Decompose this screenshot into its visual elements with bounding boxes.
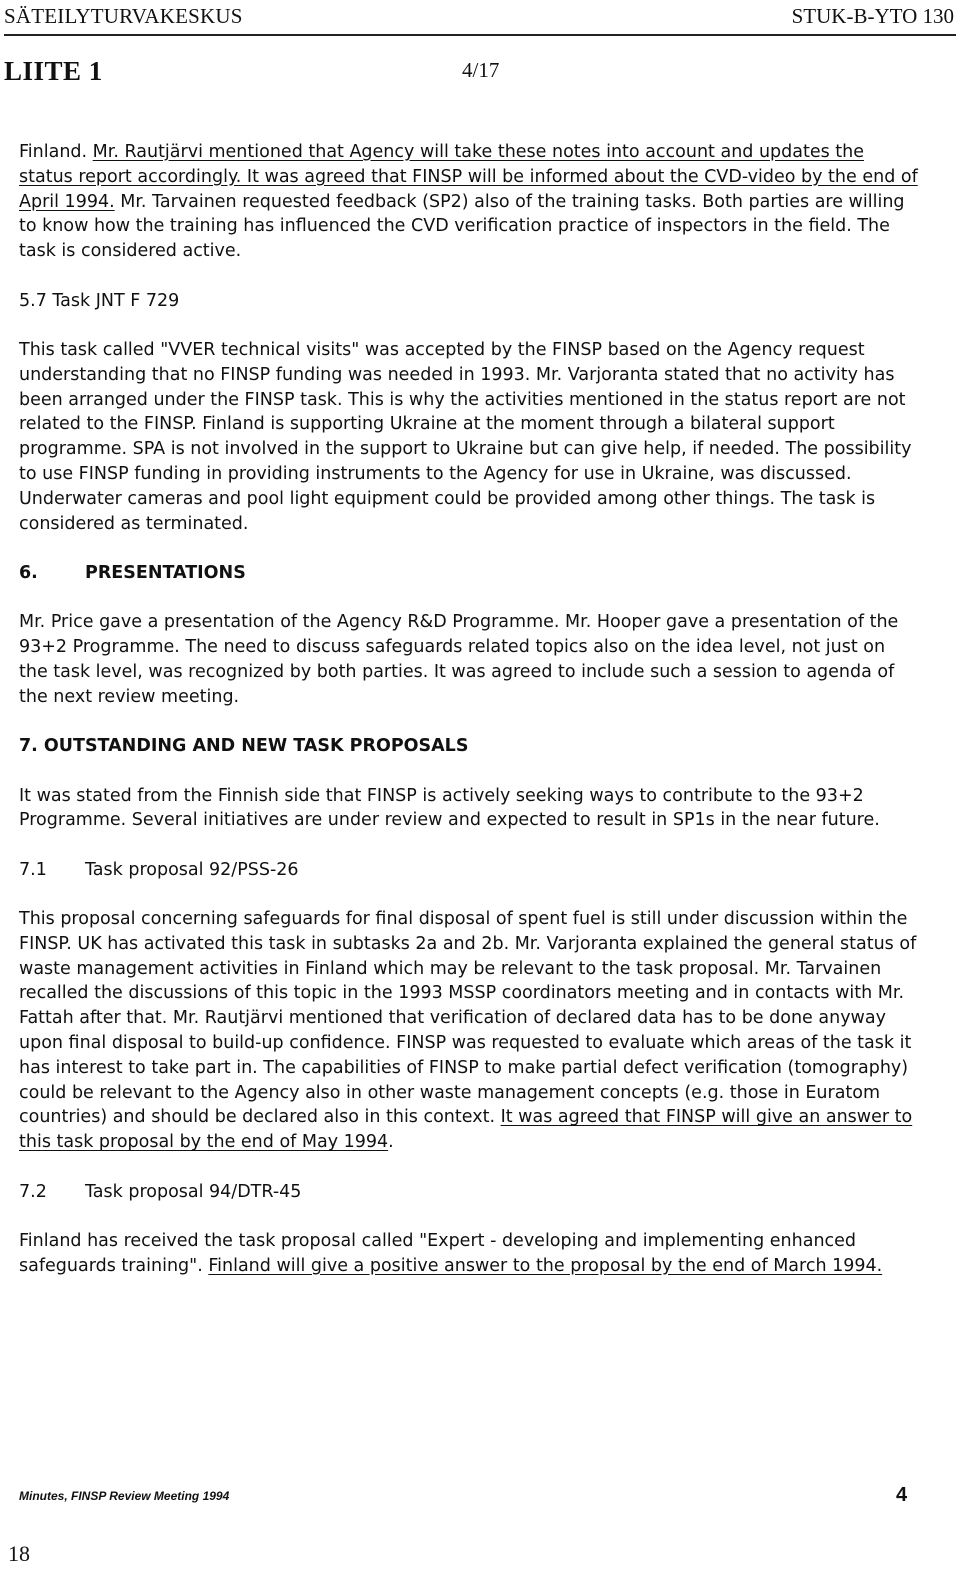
section-heading-7-1: 7.1 Task proposal 92/PSS-26 <box>19 859 299 880</box>
organization-name: SÄTEILYTURVAKESKUS <box>4 4 243 28</box>
paragraph-outstanding-proposals: It was stated from the Finnish side that FINSP is actively seeking ways to contribute to the 93+2 Programme. Several initiatives are under review and expected to result in SP1s in the near future. <box>19 785 880 831</box>
report-code: STUK-B-YTO 130 <box>791 4 954 28</box>
section-heading-7: 7. OUTSTANDING AND NEW TASK PROPOSALS <box>19 736 469 757</box>
page-number: 18 <box>8 1541 30 1566</box>
paragraph-vver-visits: This task called "VVER technical visits" was accepted by the FINSP based on the Agency request understanding that no FINSP funding was needed in 1993. Mr. Varjoranta stated that no activity has been arranged under the FINSP task. This is why the activities mentioned in the status report are not related to the FINSP. Finland is supporting Ukraine at the moment through a bilateral support programme. SPA is not involved in the support to Ukraine but can give help, if needed. The possibility to use FINSP funding in providing instruments to the Agency for use in Ukraine, was discussed. Underwater cameras and pool light equipment could be provided among other things. The task is considered as terminated. <box>19 339 912 534</box>
underlined-decision: Finland will give a positive answer to the proposal by the end of March 1994. <box>208 1255 883 1276</box>
underlined-decision: Mr. Rautjärvi mentioned that Agency will take these notes into account and updates the status report accordingly. It was agreed that FINSP will be informed about the CVD-video by the end of April 1994. <box>19 142 918 212</box>
underlined-decision: It was agreed that FINSP will give an answer to this task proposal by the end of May 1994 <box>19 1107 913 1153</box>
document-body <box>19 140 919 1303</box>
annex-title: LIITE 1 <box>4 56 103 86</box>
annex-page-counter: 4/17 <box>462 58 500 82</box>
header-rule <box>4 34 956 36</box>
section-heading-6: 6. PRESENTATIONS <box>19 562 246 583</box>
section-heading-5-7: 5.7 Task JNT F 729 <box>19 290 180 311</box>
paragraph-dtr-45: Finland has received the task proposal called "Expert - developing and implementing enhanced safeguards training". Finland will give a positive answer to the proposal by the end of March 1994. <box>19 1231 883 1276</box>
section-heading-7-2: 7.2 Task proposal 94/DTR-45 <box>19 1181 302 1202</box>
footer-document-title: Minutes, FINSP Review Meeting 1994 <box>19 1489 230 1503</box>
paragraph-pss-26: This proposal concerning safeguards for final disposal of spent fuel is still under discussion within the FINSP. UK has activated this task in subtasks 2a and 2b. Mr. Varjoranta explained the general status of waste management activities in Finland which may be relevant to the task proposal. Mr. Tarvainen recalled the discussions of this topic in the 1993 MSSP coordinators meeting and in contacts with Mr. Fattah after that. Mr. Rautjärvi mentioned that verification of declared data has to be done anyway upon final disposal to build-up confidence. FINSP was requested to evaluate which areas of the task it has interest to take part in. The capabilities of FINSP to make partial defect verification (tomography) could be relevant to the Agency also in other waste management concepts (e.g. those in Euratom countries) and should be declared also in this context. It was agreed that FINSP will give an answer to this task proposal by the end of May 1994. <box>19 909 917 1153</box>
paragraph-cvd-video: Finland. Mr. Rautjärvi mentioned that Agency will take these notes into account and updates the status report accordingly. It was agreed that FINSP will be informed about the CVD-video by the end of April 1994. Mr. Tarvainen requested feedback (SP2) also of the training tasks. Both parties are willing to know how the training has influenced the CVD verification practice of inspectors in the field. The task is considered active. <box>19 142 918 262</box>
paragraph-presentations: Mr. Price gave a presentation of the Agency R&D Programme. Mr. Hooper gave a presentation of the 93+2 Programme. The need to discuss safeguards related topics also on the idea level, not just on the task level, was recognized by both parties. It was agreed to include such a session to agenda of the next review meeting. <box>19 612 899 707</box>
running-header <box>4 4 954 32</box>
footer-section-number: 4 <box>896 1484 908 1506</box>
